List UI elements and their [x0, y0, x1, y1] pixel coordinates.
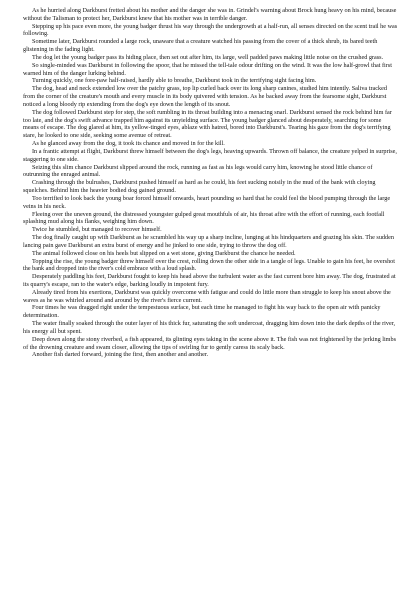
paragraph: Stepping up his pace even more, the young badger thrust his way through the undergrowth at a half-run, all senses directed on the scent trail he was following. [23, 22, 398, 38]
paragraph: Twice he stumbled, but managed to recover himself. [32, 226, 162, 234]
paragraph: The dog, head and neck extended low over the patchy grass, top lip curled back over its long sharp canines, studied him intently. Saliva tracked from the corner of the creature's mouth and every muscle in its body quivered with tension. As he backed away from the fearsome sight, Darkburst noticed a long bloody rip extending from the dog's eye down the length of its snout. [23, 85, 387, 108]
paragraph: The dog finally caught up with Darkburst as he scrambled his way up a sharp incline, lunging at his hindquarters and grazing his skin. The sudden lancing pain gave Darkburst an extra burst of energy and he jinked to one side, trying to throw the dog off. [23, 234, 394, 249]
paragraph: The water finally soaked through the outer layer of his thick fur, saturating the soft undercoat, dragging him down into the dark depths of the river, his energy all but spent. [23, 320, 396, 335]
paragraph: Desperately paddling his feet, Darkburst fought to keep his head above the turbulent water as the fast current bore him away. The dog, frustrated at its quarry's escape, ran to the water's edge, barking loudly in impotent fury. [23, 273, 396, 288]
paragraph: The animal followed close on his heels but slipped on a wet stone, giving Darkburst the chance he needed. [32, 249, 296, 257]
paragraph: So single-minded was Darkburst in following the spoor, that he missed the tell-tale odour drifting on the wind. It was the low half-growl that first warned him of the danger lurking behind. [23, 61, 392, 77]
paragraph: Topping the rise, the young badger threw himself over the crest, rolling down the other side in a tangle of legs. Unable to gain his feet, he overshot the bank and dropped into the river's cold embrace with a loud splash. [23, 257, 395, 273]
paragraph: Four times he was dragged right under the tempestuous surface, but each time he managed to fight his way back to the open air with panicky determination. [23, 304, 381, 320]
paragraph: The dog let the young badger pass its hiding place, then set out after him, its large, well padded paws making little noise on the crushed grass. [32, 53, 384, 61]
paragraph: Fleeing over the uneven ground, the distressed youngster gulped great mouthfuls of air, his throat afire with the effort of running, each footfall splashing mud along his flanks, weighing him down. [23, 210, 385, 226]
paragraph: As he glanced away from the dog, it took its chance and moved in for the kill. [32, 140, 225, 148]
paragraph: Deep down along the stony riverbed, a fish appeared, its glinting eyes taking in the scene above it. The fish was not frightened by the jerking limbs of the drowning creature and swam closer, allowing the tips of swirling fur to gently caress its scaly back. [23, 335, 396, 351]
paragraph: In a frantic attempt at flight, Darkburst threw himself between the dog's legs, heaving upwards. Thrown off balance, the creature yelped in surprise, staggering to one side. [23, 147, 397, 163]
paragraph: Seizing this slim chance Darkburst slipped around the rock, running as fast as his legs would carry him, knowing he stood little chance of outrunning the enraged animal. [23, 163, 373, 179]
paragraph: The dog followed Darkburst step for step, the soft rumbling in its throat building into a menacing snarl. Darkburst sensed the rock behind him far too late, and the dog's swift advance trapped him against its unyielding surface. The young badger glanced about desperately, searching for some means of escape. The dog glared at him, its yellow-tinged eyes, ablaze with hatred, bored into Darkburst's. Tearing his gaze from the dog's terrifying stare, he looked to one side, seeking some avenue of retreat. [23, 108, 392, 140]
paragraph: As he hurried along Darkburst fretted about his mother and the danger she was in. Grindel's warning about Brock hung heavy on his mind, because without the Talisman to protect her, Darkburst knew that his mother was in terrible danger. [23, 7, 397, 22]
paragraph: Crashing through the bulrushes, Darkburst pushed himself as hard as he could, his feet sucking noisily in the mud of the bank with cloying squelches. Behind him the heavier bodied dog gained ground. [23, 179, 376, 195]
paragraph: Another fish darted forward, joining the first, then another and another. [32, 351, 209, 359]
paragraph: Already tired from his exertions, Darkburst was quickly overcome with fatigue and could do little more than struggle to keep his snout above the waves as he was whirled around and around by the river's fierce current. [23, 288, 391, 304]
paragraph: Turning quickly, one fore-paw half-raised, hardly able to breathe, Darkburst took in the terrifying sight facing him. [32, 77, 317, 85]
paragraph: Sometime later, Darkburst rounded a large rock, unaware that a creature watched his passing from the cover of a thick shrub, its bared teeth glistening in the fading light. [23, 38, 378, 54]
paragraph: Too terrified to look back the young boar forced himself onwards, heart pounding so hard that he could feel the blood pumping through the large veins in his neck. [23, 194, 391, 210]
